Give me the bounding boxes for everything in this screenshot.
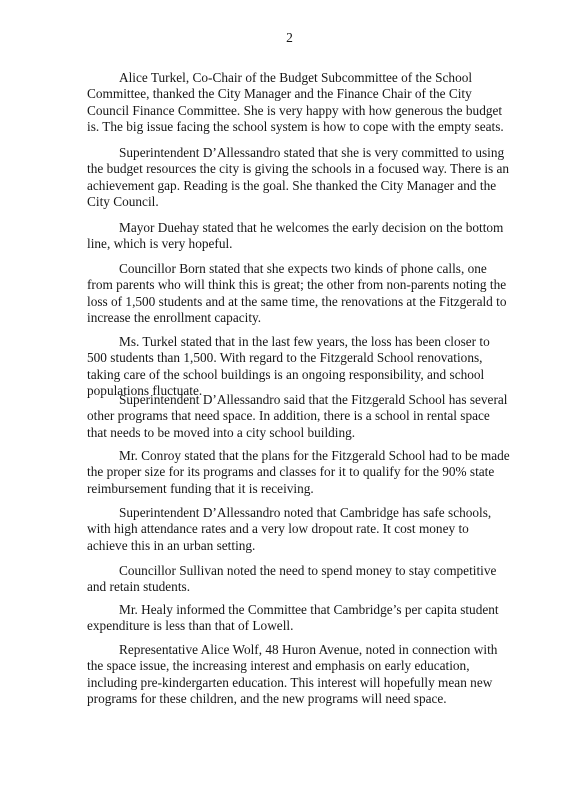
paragraph-superintendent-budget: Superintendent D’Allessandro stated that she is very committed to using the budget resources the city is giving the schools in a focused way. There is an achievement gap. Reading is the goal. She thanked the City Manager and the City Council. xyxy=(87,145,510,210)
page-number: 2 xyxy=(286,30,293,45)
paragraph-representative-wolf: Representative Alice Wolf, 48 Huron Avenue, noted in connection with the space issue, the increasing interest and emphasis on early education, including pre-kindergarten education. This interest will hopefully mean new programs for these children, and the new programs will need space. xyxy=(87,642,498,707)
paragraph-mayor-duehay: Mayor Duehay stated that he welcomes the early decision on the bottom line, which is very hopeful. xyxy=(87,220,504,252)
paragraph-healy: Mr. Healy informed the Committee that Cambridge’s per capita student expenditure is less than that of Lowell. xyxy=(87,602,499,634)
paragraph-superintendent-space: Superintendent D’Allessandro said that the Fitzgerald School has several other programs that need space. In addition, there is a school in rental space that needs to be moved into a city school building. xyxy=(87,392,508,440)
paragraph-councillor-sullivan: Councillor Sullivan noted the need to spend money to stay competitive and retain students. xyxy=(87,563,497,595)
paragraph-councillor-born: Councillor Born stated that she expects two kinds of phone calls, one from parents who will think this is great; the other from non-parents noting the loss of 1,500 students and at the same time, the renovations at the Fitzgerald to increase the enrollment capacity. xyxy=(87,261,507,326)
paragraph-turkel-thanks: Alice Turkel, Co-Chair of the Budget Subcommittee of the School Committee, thanked the City Manager and the Finance Chair of the City Council Finance Committee. She is very happy with how generous the budget is. The big issue facing the school system is how to cope with the empty seats. xyxy=(87,70,504,135)
paragraph-conroy: Mr. Conroy stated that the plans for the Fitzgerald School had to be made the proper size for its programs and classes for it to qualify for the 90% state reimbursement funding that it is receiving. xyxy=(87,448,510,496)
paragraph-superintendent-safe-schools: Superintendent D’Allessandro noted that Cambridge has safe schools, with high attendance rates and a very low dropout rate. It cost money to achieve this in an urban setting. xyxy=(87,505,492,553)
paragraph-turkel-enrollment: Ms. Turkel stated that in the last few years, the loss has been closer to 500 students than 1,500. With regard to the Fitzgerald School renovations, taking care of the school buildings is an ongoing responsibility, and school populations fluctuate. xyxy=(87,334,490,399)
